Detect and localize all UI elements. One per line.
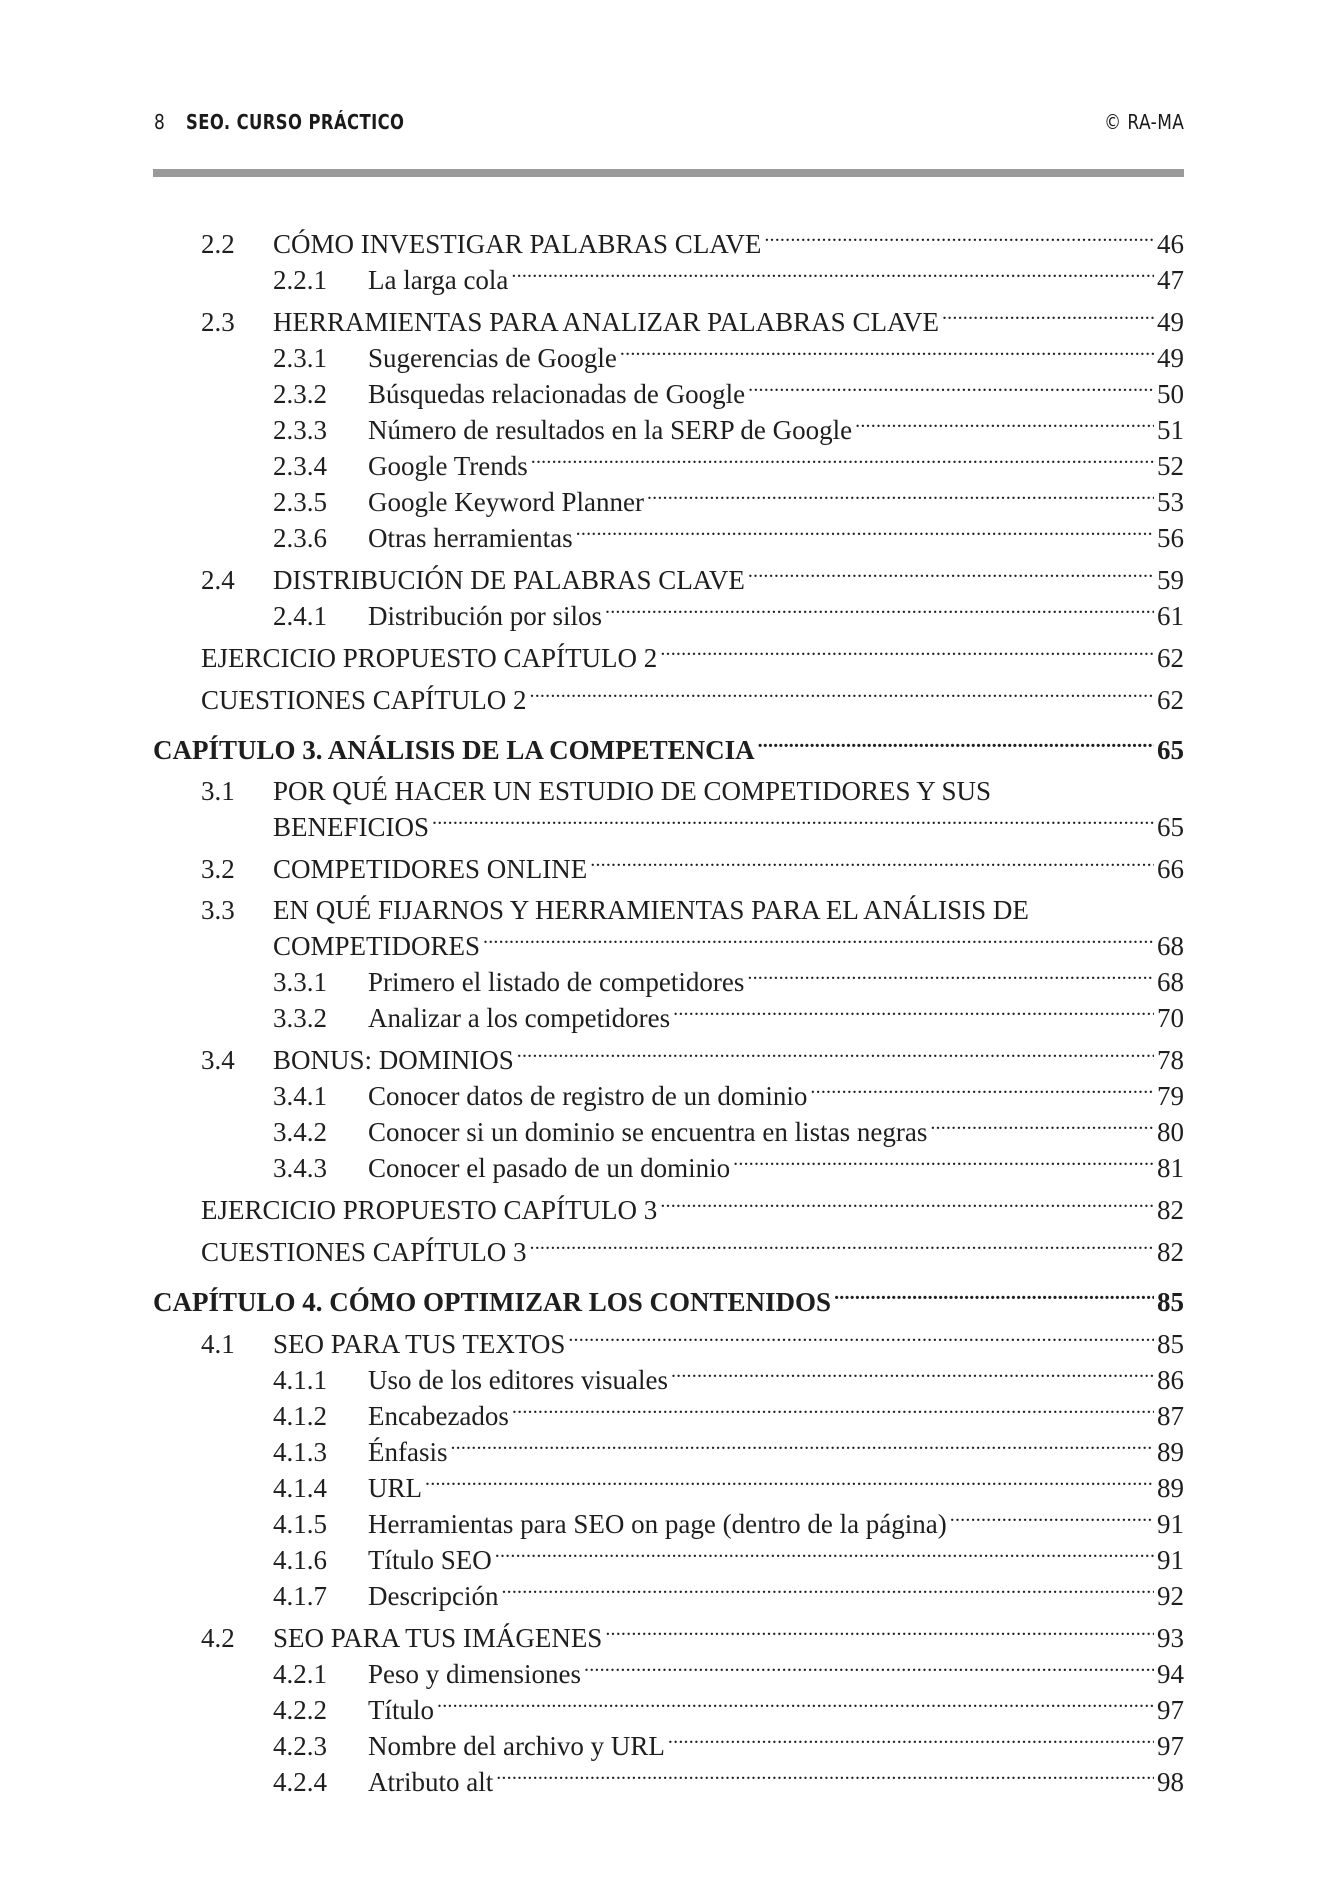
toc-title: Analizar a los competidores bbox=[368, 1003, 671, 1033]
toc-entry[interactable] bbox=[153, 1398, 1184, 1434]
toc-number: 4.1.3 bbox=[273, 1437, 327, 1467]
dot-leader bbox=[668, 1728, 1154, 1755]
toc-chapter-title: CAPÍTULO 4. CÓMO OPTIMIZAR LOS CONTENIDOS bbox=[153, 1287, 832, 1317]
toc-number: 4.1.6 bbox=[273, 1545, 327, 1575]
toc-page: 86 bbox=[1157, 1365, 1184, 1395]
toc-page: 70 bbox=[1157, 1003, 1184, 1033]
toc-entry[interactable] bbox=[153, 964, 1184, 1000]
toc-page: 82 bbox=[1157, 1195, 1184, 1225]
dot-leader bbox=[764, 226, 1154, 253]
dot-leader bbox=[530, 682, 1154, 709]
toc-page: 87 bbox=[1157, 1401, 1184, 1431]
toc-title: Búsquedas relacionadas de Google bbox=[368, 379, 746, 409]
dot-leader bbox=[733, 1150, 1154, 1177]
dot-leader bbox=[647, 484, 1154, 511]
toc-number: 3.3.2 bbox=[273, 1003, 327, 1033]
toc-entry[interactable] bbox=[153, 640, 1184, 676]
toc-entry[interactable] bbox=[153, 1728, 1184, 1764]
toc-entry[interactable] bbox=[153, 598, 1184, 634]
toc-entry[interactable] bbox=[153, 1470, 1184, 1506]
table-of-contents bbox=[153, 226, 1184, 1800]
toc-page: 66 bbox=[1157, 854, 1184, 884]
toc-number: 4.2.2 bbox=[273, 1695, 327, 1725]
toc-number: 3.3.1 bbox=[273, 967, 327, 997]
toc-title: Número de resultados en la SERP de Google bbox=[368, 415, 853, 445]
dot-leader bbox=[673, 1000, 1154, 1027]
dot-leader bbox=[747, 964, 1154, 991]
toc-entry[interactable] bbox=[153, 340, 1184, 376]
toc-number: 2.3.1 bbox=[273, 343, 327, 373]
toc-title: COMPETIDORES ONLINE bbox=[273, 854, 588, 884]
toc-number: 4.1.7 bbox=[273, 1581, 327, 1611]
toc-page: 97 bbox=[1157, 1731, 1184, 1761]
toc-number: 4.2.1 bbox=[273, 1659, 327, 1689]
toc-title: CÓMO INVESTIGAR PALABRAS CLAVE bbox=[273, 229, 762, 259]
toc-title: SEO PARA TUS IMÁGENES bbox=[273, 1623, 603, 1653]
toc-number: 2.2 bbox=[201, 229, 235, 259]
toc-entry[interactable] bbox=[153, 1326, 1184, 1362]
toc-title: La larga cola bbox=[368, 265, 509, 295]
page-number: 8 bbox=[153, 110, 166, 134]
toc-entry[interactable] bbox=[153, 1578, 1184, 1614]
dot-leader bbox=[511, 262, 1154, 289]
dot-leader bbox=[425, 1470, 1154, 1497]
toc-page: 91 bbox=[1157, 1509, 1184, 1539]
toc-number: 2.3.3 bbox=[273, 415, 327, 445]
dot-leader bbox=[501, 1578, 1154, 1605]
toc-number: 3.4 bbox=[201, 1045, 235, 1075]
toc-entry-first-line[interactable] bbox=[153, 893, 1184, 928]
dot-leader bbox=[660, 640, 1154, 667]
toc-title: URL bbox=[368, 1473, 422, 1503]
toc-page: 93 bbox=[1157, 1623, 1184, 1653]
toc-entry[interactable] bbox=[153, 1000, 1184, 1036]
toc-entry[interactable] bbox=[153, 1506, 1184, 1542]
toc-title: EJERCICIO PROPUESTO CAPÍTULO 2 bbox=[201, 643, 658, 673]
toc-page: 80 bbox=[1157, 1117, 1184, 1147]
toc-entry-first-line[interactable] bbox=[153, 774, 1184, 809]
toc-page: 79 bbox=[1157, 1081, 1184, 1111]
dot-leader bbox=[496, 1764, 1154, 1791]
toc-entry[interactable] bbox=[153, 1078, 1184, 1114]
toc-entry[interactable] bbox=[153, 484, 1184, 520]
toc-title: BENEFICIOS bbox=[273, 812, 430, 842]
dot-leader bbox=[930, 1114, 1154, 1141]
dot-leader bbox=[450, 1434, 1154, 1461]
toc-title: Google Trends bbox=[368, 451, 528, 481]
toc-page: 89 bbox=[1157, 1473, 1184, 1503]
toc-entry[interactable] bbox=[153, 851, 1184, 887]
dot-leader bbox=[517, 1042, 1154, 1069]
dot-leader bbox=[950, 1506, 1154, 1533]
dot-leader bbox=[660, 1192, 1154, 1219]
toc-number: 4.2.3 bbox=[273, 1731, 327, 1761]
dot-leader bbox=[810, 1078, 1154, 1105]
toc-page: 85 bbox=[1157, 1287, 1184, 1317]
toc-page: 62 bbox=[1157, 643, 1184, 673]
toc-title: Herramientas para SEO on page (dentro de la página) bbox=[368, 1509, 947, 1539]
toc-entry[interactable] bbox=[153, 412, 1184, 448]
toc-page: 92 bbox=[1157, 1581, 1184, 1611]
toc-page: 91 bbox=[1157, 1545, 1184, 1575]
toc-title: Título SEO bbox=[368, 1545, 492, 1575]
dot-leader bbox=[437, 1692, 1154, 1719]
dot-leader bbox=[605, 1620, 1154, 1647]
toc-title: Conocer el pasado de un dominio bbox=[368, 1153, 731, 1183]
toc-page: 62 bbox=[1157, 685, 1184, 715]
toc-page: 82 bbox=[1157, 1237, 1184, 1267]
toc-entry[interactable] bbox=[153, 682, 1184, 718]
toc-page: 56 bbox=[1157, 523, 1184, 553]
toc-number: 4.1.4 bbox=[273, 1473, 327, 1503]
toc-page: 98 bbox=[1157, 1767, 1184, 1797]
toc-page: 49 bbox=[1157, 343, 1184, 373]
toc-title: BONUS: DOMINIOS bbox=[273, 1045, 514, 1075]
dot-leader bbox=[584, 1656, 1154, 1683]
header-rule bbox=[153, 169, 1184, 177]
toc-title-line1: POR QUÉ HACER UN ESTUDIO DE COMPETIDORES Y SUS bbox=[273, 776, 992, 806]
toc-title: Conocer datos de registro de un dominio bbox=[368, 1081, 808, 1111]
dot-leader bbox=[620, 340, 1154, 367]
toc-entry[interactable] bbox=[153, 928, 1184, 964]
toc-title: Descripción bbox=[368, 1581, 499, 1611]
dot-leader bbox=[748, 562, 1154, 589]
toc-page: 89 bbox=[1157, 1437, 1184, 1467]
toc-number: 2.3.4 bbox=[273, 451, 327, 481]
toc-title: Conocer si un dominio se encuentra en listas negras bbox=[368, 1117, 928, 1147]
toc-number: 3.4.2 bbox=[273, 1117, 327, 1147]
toc-entry[interactable] bbox=[153, 1692, 1184, 1728]
dot-leader bbox=[855, 412, 1154, 439]
dot-leader bbox=[432, 809, 1154, 836]
toc-page: 47 bbox=[1157, 265, 1184, 295]
toc-entry[interactable] bbox=[153, 226, 1184, 262]
toc-entry[interactable] bbox=[153, 262, 1184, 298]
toc-entry[interactable] bbox=[153, 1150, 1184, 1186]
toc-title: Énfasis bbox=[368, 1437, 448, 1467]
toc-chapter-entry[interactable] bbox=[153, 732, 1184, 768]
toc-entry[interactable] bbox=[153, 1114, 1184, 1150]
toc-entry[interactable] bbox=[153, 304, 1184, 340]
toc-entry[interactable] bbox=[153, 1042, 1184, 1078]
toc-page: 94 bbox=[1157, 1659, 1184, 1689]
toc-page: 97 bbox=[1157, 1695, 1184, 1725]
toc-number: 2.4 bbox=[201, 565, 235, 595]
toc-title: Google Keyword Planner bbox=[368, 487, 644, 517]
toc-page: 68 bbox=[1157, 931, 1184, 961]
toc-chapter-title: CAPÍTULO 3. ANÁLISIS DE LA COMPETENCIA bbox=[153, 735, 755, 765]
toc-number: 3.2 bbox=[201, 854, 235, 884]
toc-page: 78 bbox=[1157, 1045, 1184, 1075]
dot-leader bbox=[530, 1234, 1154, 1261]
toc-number: 2.4.1 bbox=[273, 601, 327, 631]
toc-number: 2.3.5 bbox=[273, 487, 327, 517]
toc-title: Uso de los editores visuales bbox=[368, 1365, 668, 1395]
toc-number: 4.2 bbox=[201, 1623, 235, 1653]
toc-page: 49 bbox=[1157, 307, 1184, 337]
publisher-mark: © RA-MA bbox=[1103, 110, 1184, 134]
toc-title: Primero el listado de competidores bbox=[368, 967, 745, 997]
dot-leader bbox=[942, 304, 1154, 331]
toc-title: Atributo alt bbox=[368, 1767, 494, 1797]
toc-page: 68 bbox=[1157, 967, 1184, 997]
toc-title: DISTRIBUCIÓN DE PALABRAS CLAVE bbox=[273, 565, 745, 595]
book-title: SEO. CURSO PRÁCTICO bbox=[186, 110, 405, 134]
toc-entry[interactable] bbox=[153, 520, 1184, 556]
toc-title: CUESTIONES CAPÍTULO 3 bbox=[201, 1237, 527, 1267]
toc-entry[interactable] bbox=[153, 1764, 1184, 1800]
dot-leader bbox=[576, 520, 1154, 547]
toc-entry[interactable] bbox=[153, 448, 1184, 484]
toc-number: 4.2.4 bbox=[273, 1767, 327, 1797]
toc-number: 3.3 bbox=[201, 895, 235, 925]
dot-leader bbox=[483, 928, 1154, 955]
dot-leader bbox=[758, 732, 1154, 759]
toc-page: 51 bbox=[1157, 415, 1184, 445]
toc-number: 2.3 bbox=[201, 307, 235, 337]
dot-leader bbox=[512, 1398, 1154, 1425]
toc-number: 4.1.5 bbox=[273, 1509, 327, 1539]
toc-chapter-entry[interactable] bbox=[153, 1284, 1184, 1320]
toc-title-line1: EN QUÉ FIJARNOS Y HERRAMIENTAS PARA EL ANÁLISIS DE bbox=[273, 895, 1029, 925]
toc-entry[interactable] bbox=[153, 1434, 1184, 1470]
dot-leader bbox=[568, 1326, 1154, 1353]
toc-entry[interactable] bbox=[153, 562, 1184, 598]
toc-title: EJERCICIO PROPUESTO CAPÍTULO 3 bbox=[201, 1195, 658, 1225]
toc-page: 53 bbox=[1157, 487, 1184, 517]
toc-page: 59 bbox=[1157, 565, 1184, 595]
toc-title: Sugerencias de Google bbox=[368, 343, 617, 373]
toc-title: SEO PARA TUS TEXTOS bbox=[273, 1329, 566, 1359]
toc-page: 81 bbox=[1157, 1153, 1184, 1183]
toc-number: 3.4.1 bbox=[273, 1081, 327, 1111]
toc-entry[interactable] bbox=[153, 376, 1184, 412]
toc-title: Otras herramientas bbox=[368, 523, 573, 553]
dot-leader bbox=[671, 1362, 1154, 1389]
toc-number: 4.1 bbox=[201, 1329, 235, 1359]
toc-page: 65 bbox=[1157, 812, 1184, 842]
dot-leader bbox=[531, 448, 1154, 475]
toc-entry[interactable] bbox=[153, 1542, 1184, 1578]
toc-title: Peso y dimensiones bbox=[368, 1659, 581, 1689]
toc-number: 3.1 bbox=[201, 776, 235, 806]
header-left bbox=[153, 110, 453, 134]
toc-title: Distribución por silos bbox=[368, 601, 602, 631]
toc-title: Título bbox=[368, 1695, 434, 1725]
toc-title: HERRAMIENTAS PARA ANALIZAR PALABRAS CLAVE bbox=[273, 307, 939, 337]
toc-page: 52 bbox=[1157, 451, 1184, 481]
toc-entry[interactable] bbox=[153, 809, 1184, 845]
dot-leader bbox=[590, 851, 1154, 878]
toc-number: 2.2.1 bbox=[273, 265, 327, 295]
toc-title: CUESTIONES CAPÍTULO 2 bbox=[201, 685, 527, 715]
toc-title: Encabezados bbox=[368, 1401, 509, 1431]
toc-entry[interactable] bbox=[153, 1234, 1184, 1270]
dot-leader bbox=[834, 1284, 1154, 1311]
toc-number: 4.1.2 bbox=[273, 1401, 327, 1431]
toc-page: 85 bbox=[1157, 1329, 1184, 1359]
toc-page: 65 bbox=[1157, 735, 1184, 765]
toc-number: 3.4.3 bbox=[273, 1153, 327, 1183]
toc-number: 2.3.6 bbox=[273, 523, 327, 553]
toc-title: Nombre del archivo y URL bbox=[368, 1731, 665, 1761]
toc-number: 4.1.1 bbox=[273, 1365, 327, 1395]
page-header bbox=[153, 110, 1184, 134]
dot-leader bbox=[748, 376, 1154, 403]
toc-entry[interactable] bbox=[153, 1656, 1184, 1692]
toc-entry[interactable] bbox=[153, 1192, 1184, 1228]
toc-title: COMPETIDORES bbox=[273, 931, 481, 961]
toc-page: 50 bbox=[1157, 379, 1184, 409]
toc-entry[interactable] bbox=[153, 1620, 1184, 1656]
dot-leader bbox=[605, 598, 1154, 625]
toc-page: 61 bbox=[1157, 601, 1184, 631]
dot-leader bbox=[495, 1542, 1154, 1569]
toc-number: 2.3.2 bbox=[273, 379, 327, 409]
toc-entry[interactable] bbox=[153, 1362, 1184, 1398]
toc-page: 46 bbox=[1157, 229, 1184, 259]
